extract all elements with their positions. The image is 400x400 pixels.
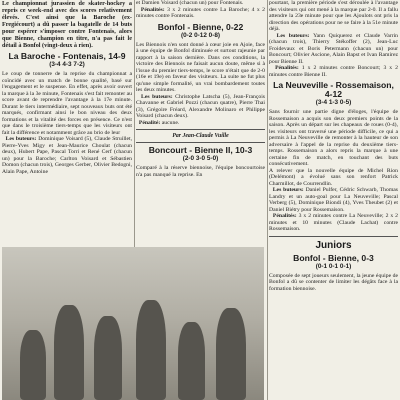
scorers-paragraph: Les buteurs: Daniel Pulfer, Cédric Schwarb, Thomas Landry et un auto-goal pour La Neuveville; Pascal Verberg (5), Dominique Biondi (4), Yves Theubet (2) et Daniel Biétry pour Rossemaison. [269,187,398,213]
match-title: La Neuveville - Rossemaison, 4-12 [273,80,394,99]
article-lead: Le championnat jurassien de skater-hockey a repris ce week-end avec des scores relativement élevés. C'est ainsi que la Baroche (ex-Fregiécourt) a dû passer la bagatelle de 14 buts pour espérer s'imposer contre Fontenais, alors que Bienne, champion en titre, n'a pas fait le détail à Bonfol (vingt-deux à rien). [2,0,132,49]
match-title: Bonfol - Bienne, 0-22 [157,21,244,32]
match-score: (0-1 0-1 0-1) [315,262,352,270]
match-title: La Baroche - Fontenais, 14-9 [8,51,126,61]
divider-line [269,236,398,237]
byline: Par Jean-Claude Vuille [172,133,229,139]
article-paragraph: Composée de sept joueurs seulement, la jeune équipe de Bonfol a dû se contenter de limiter les dégâts face à la formation biennoise. [269,272,398,292]
article-paragraph: Les Biennois n'en sont donné à cœur joie en Ajoie, face à une équipe de Bonfol diminuée et surtout rajeunie par rapport à la saison dernière. Dans ces conditions, la victoire des Biennois ne faisait aucun doute, même si à l'issue du premier tiers-temps, le score n'était que de 2-0 (16e et 19e) en faveur des visiteurs. La suite ne fut plus qu'une simple formalité, un vrai bombardement toutes les deux minutes. [136,41,265,93]
match-score: (3-4 1-3 0-5) [315,99,352,106]
section-heading: Juniors [315,239,352,251]
player-figure [94,316,122,400]
article-paragraph: pourtant, la première période s'est déroulée à l'avantage des visiteurs qui ont mené à la marque par 2-0. Il a fallu attendre la 23e minute pour que les Ajoulots ont pris la direction des opérations pour ne se faire à la 51e minute déjà. [269,0,398,32]
player-figure [216,308,246,400]
player-figure [136,300,166,400]
match-score: (3-4 4-3 7-2) [49,61,85,68]
player-figure [20,330,46,400]
article-paragraph: Le coup de tonnerre de la reprise du championnat a coïncidé avec un match de bonne qualité, basé sur l'engagement et le suspense. En effet, après avoir ouvert la marque à la 3e minute, Fontenais s'est fait remonter au score avant de reprendre l'avantage à la 17e minute. Durant le tiers intermédiaire, sept nouveaux buts ont été marqués, confirmant ainsi le bon niveau des deux formations et la vitalité des forces en présence. Ce n'est que dans le troisième tiers-temps que les visiteurs ont fait la différence et notamment grâce au brio de leur [2,71,132,136]
divider-line [136,129,265,130]
article-paragraph: A relever que la nouvelle équipe de Michel Rion (Delémont) a évolué sans son renfort Patrick Charmillot, de Courrendlin. [269,167,398,187]
scorers-paragraph: Les buteurs: Yann Quiquerez et Claude Varrin (chacun trois), Thierry Stékoffer (2), Jean-Luc Froidevaux et Boris Petermann (chacun un) pour Boncourt; Olivier Ascione, Alain Bapst et Ivan Ramirez pour Bienne II. [269,32,398,65]
player-figure [54,305,84,400]
article-paragraph: Sans fournir une partie digne d'éloges, l'équipe de Rossemaison a acquis son deux premiers points de la saison. Après un départ sur les chapeaux de roues (0-4), les visiteurs ont traversé une période difficile, ce qui a permis à La Neuveville de remonter à la hauteur de son adversaire à l'appel de la reprise du deuxième tiers-temps. Rossemaison a alors repris la marque à une certaine fin de match, en touchant des buts consécutivement. [269,109,398,167]
scorers-paragraph: Les buteurs: Dominique Voisard (5), Claude Struillet, Pierre-Yves Migy et Jean-Maurice Choulat (chacun deux), Hubert Pape, Pascal Torri et René Cerf (chacun un) pour la Baroche; Carlton Voisard et Sébastien Domon (chacun trois), Georges Gerber, Olivier Bedogni, Alain Pape, Antoine [2,136,132,175]
article-paragraph: et Damien Voisard (chacun un) pour Fontenais. [136,0,244,6]
article-paragraph: Comparé à la réserve biennoise, l'équipe boncourtoise n'a pas manqué la reprise. En [136,165,265,178]
team-photo [2,247,264,400]
scorers-paragraph: Les buteurs: Christophe Latscha (5), Jean-François Chavanne et Gabriel Pozzi (chacun quatre), Pierre Thai (3), Grégoire Fréard, Alexandre Molinaro et Philippe Voisard (chacun deux). [136,93,265,119]
divider-line [136,142,265,143]
match-score: (0-2 0-12 0-8) [180,31,221,39]
match-title: Bonfol - Bienne, 0-3 [293,252,374,263]
penalty-paragraph: Pénalité: aucune. [138,119,180,126]
column-divider [267,0,268,400]
player-figure [178,322,205,400]
column-3 [269,0,398,400]
penalties-paragraph: Pénalités: 3 x 2 minutes contre La Baroche; 4 x 2 minutes contre Fontenais. [136,6,265,19]
match-title: Boncourt - Bienne II, 10-3 [148,145,253,155]
penalties-paragraph: Pénalités: 1 x 2 minutes contre Boncourt; 3 x 2 minutes contre Bienne II. [269,65,398,78]
penalties-paragraph: Pénalités: 3 x 2 minutes contre La Neuveville; 2 x 2 minutes et 10 minutes (Claude Lachat) contre Rossemaison. [269,213,398,232]
match-score: (2-0 3-0 5-0) [182,155,219,162]
